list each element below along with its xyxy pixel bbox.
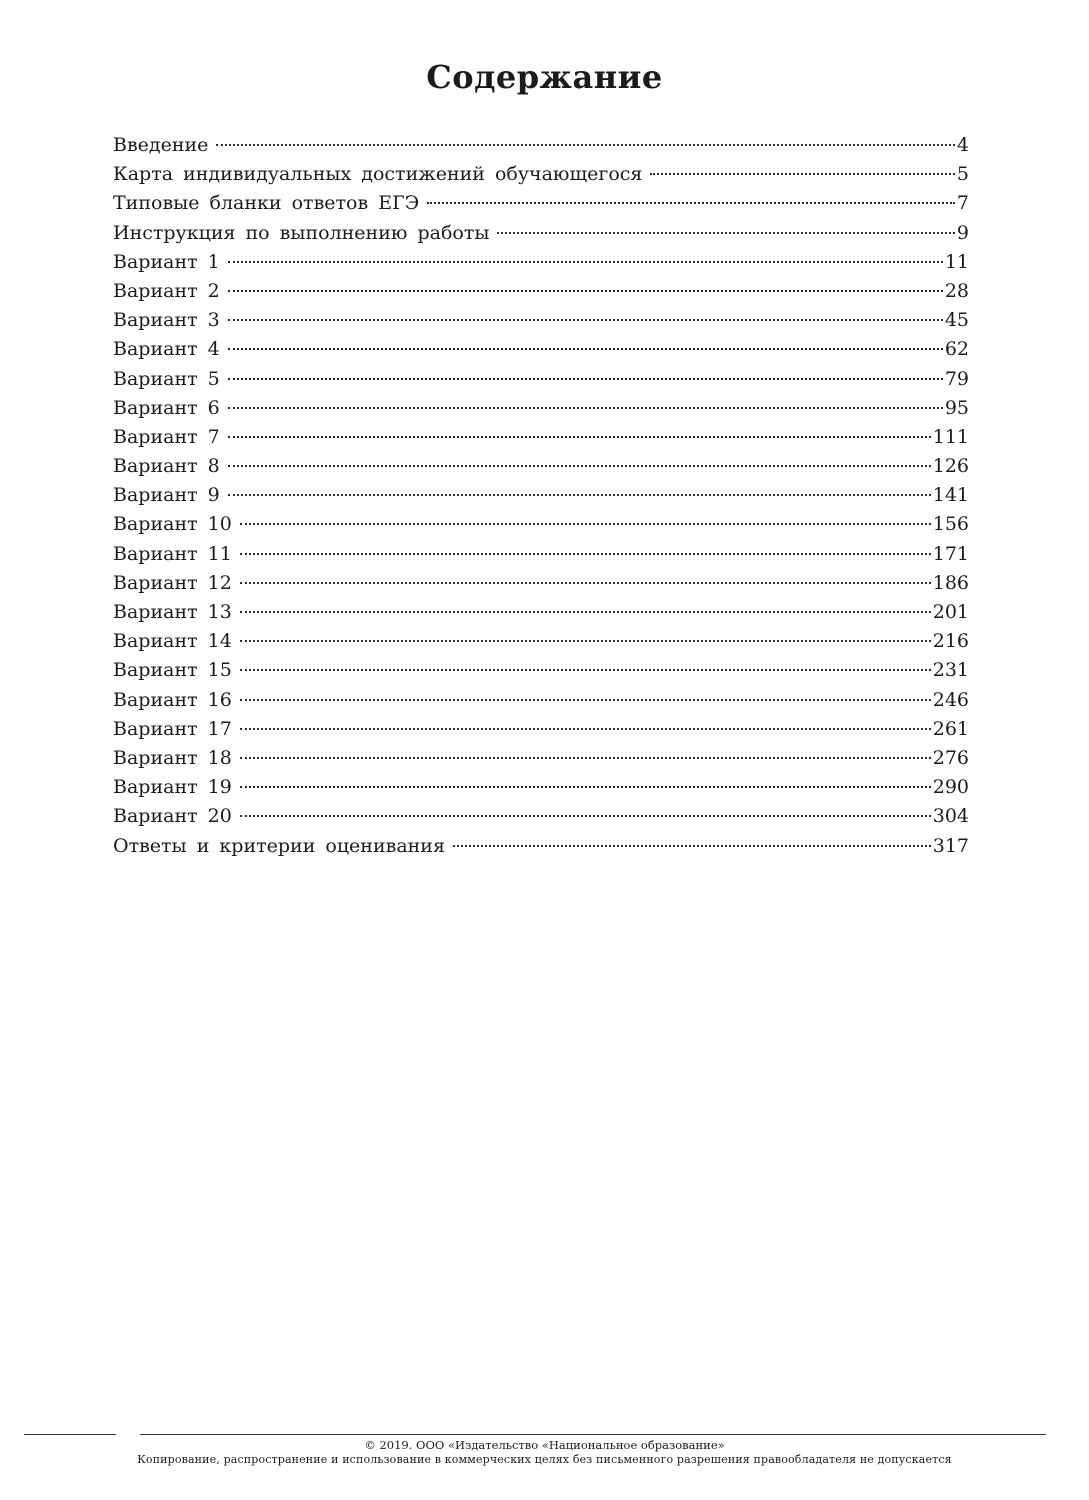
toc-entry	[113, 277, 969, 306]
toc-dot-leader	[240, 815, 931, 817]
toc-entry-label: Вариант 8	[113, 455, 220, 478]
toc-entry-label: Вариант 9	[113, 484, 220, 507]
table-of-contents	[113, 131, 969, 861]
toc-entry-label: Вариант 1	[113, 250, 220, 273]
toc-entry	[113, 306, 969, 335]
footer-notice: Копирование, распространение и использование в коммерческих целях без письменного разрешения правообладателя не допускается	[137, 1453, 952, 1466]
toc-entry	[113, 686, 969, 715]
toc-entry-label: Вариант 16	[113, 688, 232, 711]
toc-dot-leader	[240, 611, 931, 613]
toc-entry-label: Вариант 15	[113, 659, 232, 682]
footer-copyright: © 2019. ООО «Издательство «Национальное образование»	[364, 1438, 725, 1452]
toc-entry	[113, 423, 969, 452]
toc-entry-page-number: 79	[944, 367, 969, 390]
toc-entry	[113, 510, 969, 539]
toc-entry-label: Вариант 7	[113, 425, 220, 448]
toc-entry-label: Вариант 3	[113, 309, 220, 332]
toc-entry-page-number: 141	[932, 484, 969, 507]
toc-dot-leader	[650, 173, 954, 175]
toc-entry	[113, 744, 969, 773]
toc-dot-leader	[240, 553, 931, 555]
toc-dot-leader	[453, 845, 931, 847]
toc-entry	[113, 219, 969, 248]
toc-dot-leader	[240, 786, 931, 788]
toc-dot-leader	[228, 378, 943, 380]
toc-dot-leader	[228, 290, 943, 292]
toc-dot-leader	[497, 232, 954, 234]
toc-entry	[113, 452, 969, 481]
toc-entry-page-number: 186	[932, 571, 969, 594]
toc-entry-page-number: 290	[932, 776, 969, 799]
toc-entry-label: Вариант 6	[113, 396, 220, 419]
toc-entry-label: Вариант 14	[113, 630, 232, 653]
toc-entry-label: Вариант 19	[113, 776, 232, 799]
toc-entry-page-number: 111	[932, 425, 969, 448]
toc-entry-page-number: 9	[956, 221, 969, 244]
toc-entry-label: Введение	[113, 134, 209, 156]
toc-dot-leader	[228, 436, 931, 438]
toc-entry-label: Вариант 4	[113, 338, 220, 361]
toc-dot-leader	[240, 699, 931, 701]
toc-entry-page-number: 5	[956, 163, 969, 186]
toc-entry-page-number: 95	[944, 396, 969, 419]
toc-entry	[113, 131, 969, 160]
toc-entry-page-number: 231	[932, 659, 969, 682]
toc-entry	[113, 598, 969, 627]
toc-entry	[113, 189, 969, 218]
toc-entry	[113, 335, 969, 364]
toc-entry	[113, 394, 969, 423]
toc-entry	[113, 540, 969, 569]
toc-dot-leader	[240, 669, 931, 671]
toc-entry-label: Вариант 11	[113, 542, 232, 565]
toc-entry	[113, 160, 969, 189]
toc-entry-page-number: 216	[932, 630, 969, 653]
toc-entry	[113, 715, 969, 744]
toc-entry-page-number: 126	[932, 455, 969, 478]
toc-entry-page-number: 45	[944, 309, 969, 332]
toc-dot-leader	[228, 465, 931, 467]
toc-entry-label: Типовые бланки ответов ЕГЭ	[113, 192, 420, 215]
toc-entry	[113, 773, 969, 802]
toc-dot-leader	[228, 261, 943, 263]
toc-entry-label: Инструкция по выполнению работы	[113, 221, 490, 244]
toc-entry-label: Вариант 13	[113, 601, 232, 623]
toc-entry-label: Вариант 20	[113, 805, 232, 828]
toc-dot-leader	[240, 523, 931, 525]
toc-entry-page-number: 11	[944, 250, 969, 273]
toc-dot-leader	[240, 582, 931, 584]
toc-entry-page-number: 201	[932, 601, 969, 623]
toc-entry-page-number: 4	[956, 134, 969, 156]
toc-entry	[113, 656, 969, 685]
toc-entry-label: Карта индивидуальных достижений обучающегося	[113, 163, 643, 186]
toc-entry-label: Вариант 12	[113, 571, 232, 594]
footer-divider-right	[140, 1434, 1046, 1435]
toc-entry-page-number: 317	[932, 834, 969, 857]
toc-entry-page-number: 156	[932, 513, 969, 536]
toc-entry	[113, 802, 969, 831]
toc-entry-label: Вариант 10	[113, 513, 232, 536]
toc-dot-leader	[240, 728, 931, 730]
toc-entry	[113, 365, 969, 394]
toc-entry	[113, 481, 969, 510]
toc-entry-label: Вариант 17	[113, 717, 232, 740]
toc-dot-leader	[228, 319, 943, 321]
footer-divider-left	[24, 1434, 116, 1435]
toc-entry-page-number: 246	[932, 688, 969, 711]
toc-entry-page-number: 7	[956, 192, 969, 215]
toc-dot-leader	[228, 407, 943, 409]
toc-entry-page-number: 62	[944, 338, 969, 361]
toc-entry-label: Вариант 5	[113, 367, 220, 390]
toc-entry-page-number: 276	[932, 746, 969, 769]
toc-entry-page-number: 28	[944, 279, 969, 302]
toc-entry	[113, 627, 969, 656]
toc-entry-page-number: 261	[932, 717, 969, 740]
toc-dot-leader	[228, 348, 943, 350]
toc-dot-leader	[228, 494, 931, 496]
toc-dot-leader	[427, 202, 955, 204]
toc-dot-leader	[240, 640, 931, 642]
toc-entry-label: Ответы и критерии оценивания	[113, 834, 445, 857]
toc-entry-label: Вариант 2	[113, 279, 220, 302]
toc-entry	[113, 248, 969, 277]
toc-dot-leader	[240, 757, 931, 759]
toc-entry-page-number: 304	[932, 805, 969, 828]
toc-entry	[113, 832, 969, 861]
page-title: Содержание	[426, 58, 663, 96]
toc-entry-label: Вариант 18	[113, 746, 232, 769]
toc-entry-page-number: 171	[932, 542, 969, 565]
toc-dot-leader	[216, 144, 954, 146]
toc-entry	[113, 569, 969, 598]
